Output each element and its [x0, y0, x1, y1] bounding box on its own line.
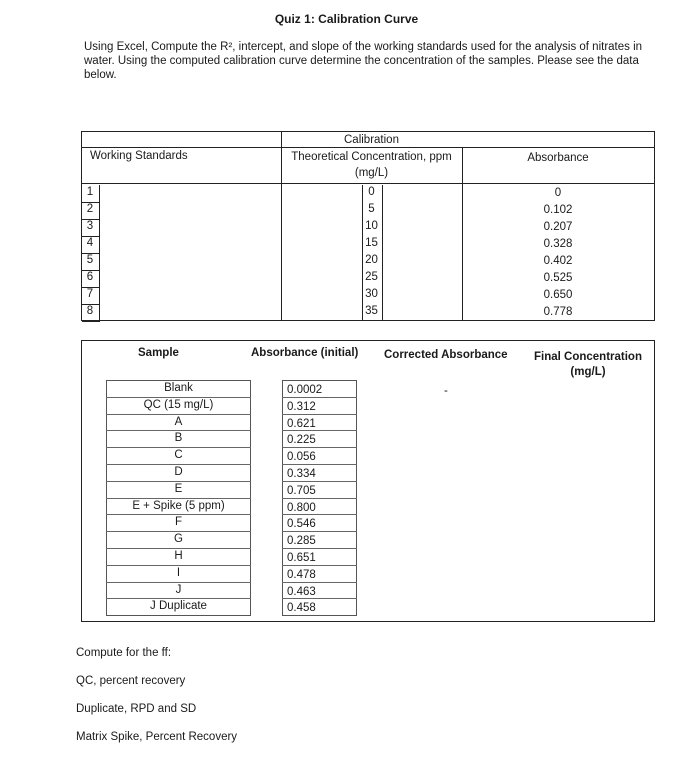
sample-name: J Duplicate [150, 600, 207, 612]
sample-name: J [175, 584, 182, 596]
sample-absorbance: 0.0002 [287, 384, 323, 396]
absorbance-row-line [282, 565, 357, 566]
matrix-spike-recovery: Matrix Spike, Percent Recovery [76, 731, 238, 743]
calibration-group-header: Calibration [344, 134, 399, 146]
sample-row-line [106, 598, 251, 599]
number-column-bottom [82, 321, 100, 322]
sample-name: B [174, 432, 183, 444]
sample-row-line [106, 514, 251, 515]
sample-name: G [174, 533, 183, 545]
header-bottom-line [82, 183, 654, 184]
concentration-header: Theoretical Concentration, ppm [291, 151, 452, 163]
sample-row-line [106, 464, 251, 465]
sample-row-line [106, 481, 251, 482]
standard-concentration: 5 [368, 203, 375, 215]
qc-percent-recovery: QC, percent recovery [76, 675, 186, 687]
standard-absorbance: 0.778 [543, 306, 573, 318]
standard-number: 4 [86, 237, 94, 249]
quiz-title: Quiz 1: Calibration Curve [274, 12, 419, 26]
absorbance-row-line [282, 498, 357, 499]
absorbance-row-line [282, 481, 357, 482]
sample-absorbance: 0.285 [287, 535, 316, 547]
row-line [82, 219, 100, 220]
sample-absorbance: 0.621 [287, 418, 316, 430]
sample-row-line [106, 397, 251, 398]
standard-concentration: 35 [365, 305, 378, 317]
concentration-inner-line [362, 185, 363, 321]
standard-absorbance: 0.650 [543, 289, 573, 301]
row-line [82, 202, 100, 203]
sample-name: Blank [164, 382, 193, 394]
sample-absorbance: 0.225 [287, 434, 316, 446]
absorbance-initial-header: Absorbance (initial) [251, 347, 359, 359]
standard-number: 5 [86, 254, 94, 266]
sample-absorbance: 0.651 [287, 552, 316, 564]
sample-name: C [174, 449, 183, 461]
duplicate-rpd-sd: Duplicate, RPD and SD [76, 703, 197, 715]
sample-name: H [174, 550, 183, 562]
samples-table [81, 340, 655, 622]
instructions-paragraph: Using Excel, Compute the R², intercept, and slope of the working standards used for the analysis of nitrates in water. Using the computed calibration curve determine the concentration of the samples. Please see the data below. [84, 41, 643, 81]
header-top-line [82, 147, 654, 148]
standard-absorbance: 0.328 [543, 238, 573, 250]
sample-row-line [106, 414, 251, 415]
standard-concentration: 30 [365, 288, 378, 300]
sample-row-line [106, 430, 251, 431]
standard-concentration: 15 [365, 237, 378, 249]
sample-name: F [174, 516, 183, 528]
row-line [82, 236, 100, 237]
sample-header: Sample [138, 347, 179, 359]
standard-absorbance: 0.525 [543, 272, 573, 284]
standard-concentration: 20 [365, 254, 378, 266]
sample-name: A [174, 416, 183, 428]
concentration-inner-line [382, 185, 383, 321]
sample-absorbance: 0.478 [287, 569, 316, 581]
working-standards-header: Working Standards [90, 150, 188, 162]
absorbance-row-line [282, 447, 357, 448]
row-line [82, 270, 100, 271]
row-line [82, 253, 100, 254]
sample-row-line [106, 531, 251, 532]
standard-absorbance: 0 [554, 187, 562, 199]
sample-name: D [174, 466, 183, 478]
sample-absorbance: 0.546 [287, 518, 316, 530]
absorbance-row-line [282, 414, 357, 415]
standard-concentration: 0 [368, 186, 375, 198]
sample-name: E [174, 483, 183, 495]
absorbance-row-line [282, 531, 357, 532]
sample-name: E + Spike (5 ppm) [132, 500, 225, 512]
final-concentration-unit: (mg/L) [570, 366, 606, 378]
sample-name: I [176, 567, 181, 579]
standard-number: 3 [86, 220, 94, 232]
calibration-table [81, 131, 655, 321]
compute-label: Compute for the ff: [76, 647, 172, 659]
standard-concentration: 25 [365, 271, 378, 283]
sample-absorbance: 0.705 [287, 485, 316, 497]
standard-number: 8 [86, 305, 94, 317]
absorbance-row-line [282, 582, 357, 583]
row-line [82, 304, 100, 305]
absorbance-row-line [282, 397, 357, 398]
corrected-absorbance-header: Corrected Absorbance [384, 349, 508, 361]
absorbance-row-line [282, 548, 357, 549]
absorbance-row-line [282, 514, 357, 515]
final-concentration-header: Final Concentration [534, 351, 642, 363]
number-column-line [99, 185, 100, 321]
concentration-unit: (mg/L) [354, 167, 389, 179]
corrected-blank-dash: - [444, 385, 448, 397]
absorbance-header: Absorbance [527, 152, 589, 164]
standard-absorbance: 0.102 [543, 204, 573, 216]
sample-row-line [106, 548, 251, 549]
standard-number: 7 [86, 288, 94, 300]
absorbance-row-line [282, 598, 357, 599]
sample-name: QC (15 mg/L) [143, 399, 214, 411]
standard-absorbance: 0.207 [543, 221, 573, 233]
standard-concentration: 10 [365, 220, 378, 232]
sample-absorbance: 0.312 [287, 401, 316, 413]
sample-row-line [106, 447, 251, 448]
absorbance-row-line [282, 430, 357, 431]
standard-absorbance: 0.402 [543, 255, 573, 267]
sample-absorbance: 0.056 [287, 451, 316, 463]
row-line [82, 287, 100, 288]
sample-absorbance: 0.334 [287, 468, 316, 480]
standard-number: 1 [86, 186, 94, 198]
sample-row-line [106, 582, 251, 583]
standard-number: 2 [86, 203, 94, 215]
sample-absorbance: 0.458 [287, 602, 316, 614]
sample-row-line [106, 565, 251, 566]
sample-absorbance: 0.463 [287, 586, 316, 598]
absorbance-row-line [282, 464, 357, 465]
sample-absorbance: 0.800 [287, 502, 316, 514]
standard-number: 6 [86, 271, 94, 283]
sample-row-line [106, 498, 251, 499]
